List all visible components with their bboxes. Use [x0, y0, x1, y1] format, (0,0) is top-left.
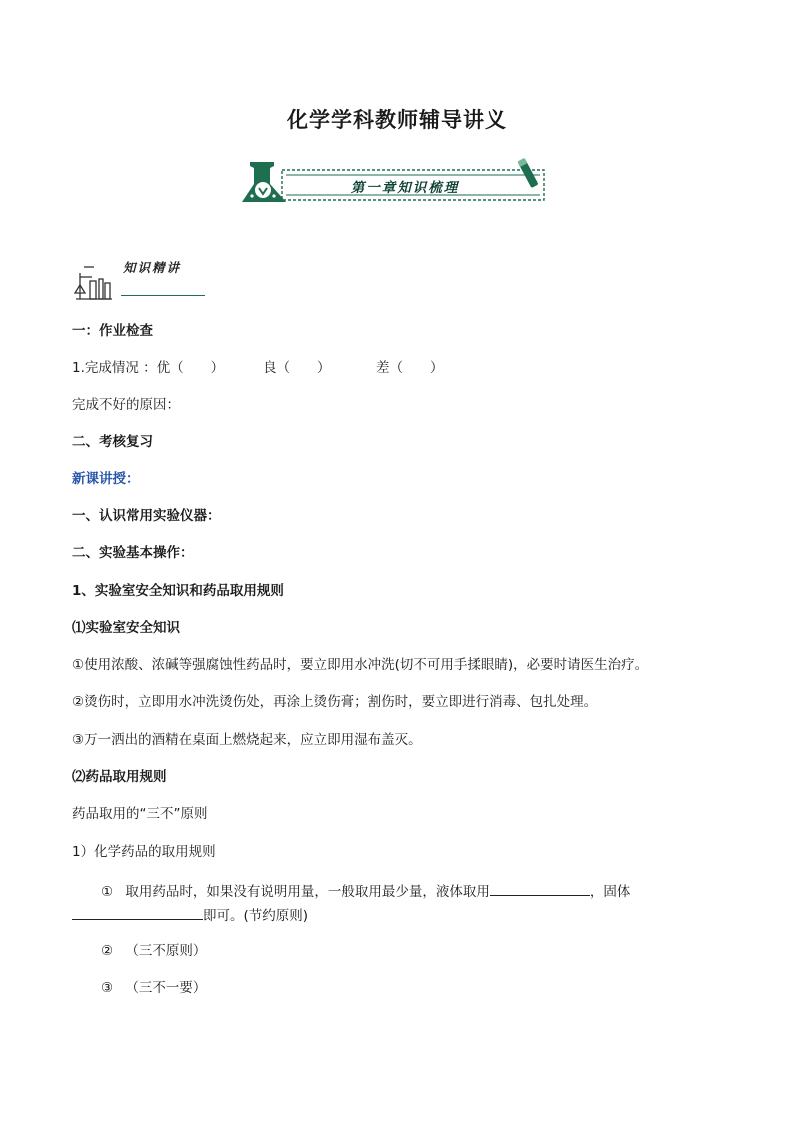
homework-heading: 一：作业检查 [72, 323, 153, 339]
safety-rules-heading: 1、实验室安全知识和药品取用规则 [72, 583, 284, 599]
safety-item: ②烫伤时，立即用水冲洗烫伤处，再涂上烫伤膏；割伤时，要立即进行消毒、包扎处理。 [72, 694, 598, 710]
safety-item: ③万一洒出的酒精在桌面上燃烧起来，应立即用湿布盖灭。 [72, 732, 422, 748]
reagent-subheading: ⑵药品取用规则 [72, 769, 167, 785]
completion-row [72, 359, 224, 377]
three-no-principle: 药品取用的“三不”原则 [72, 806, 208, 822]
rule1-text-c: 即可。(节约原则) [203, 908, 309, 924]
rule1-text-b: ，固体 [589, 884, 631, 900]
instruments-heading: 一、认识常用实验仪器： [72, 508, 221, 524]
reason-label: 完成不好的原因： [72, 397, 180, 413]
page-title: 化学学科教师辅导讲义 [287, 107, 507, 132]
rule2-text: （三不原则） [125, 943, 207, 959]
rule3-text: （三不一要） [125, 980, 207, 996]
liquid-amount-blank [490, 881, 590, 896]
rule1-line1 [101, 881, 630, 901]
option-good: 良（ ） [263, 360, 331, 376]
safety-subheading: ⑴实验室安全知识 [72, 620, 180, 636]
rule3 [101, 979, 206, 997]
safety-item: ①使用浓酸、浓碱等强腐蚀性药品时，要立即用水冲洗(切不可用手揉眼睛)，必要时请医生治疗。 [72, 657, 649, 673]
rule2 [101, 942, 206, 960]
operations-heading: 二、实验基本操作： [72, 545, 194, 561]
banner-title: 第一章知识梳理 [350, 180, 460, 196]
rule1-marker: ① [101, 884, 114, 900]
solid-amount-blank [72, 905, 203, 920]
review-heading: 二、考核复习 [72, 434, 153, 450]
option-excellent: 优（ ） [156, 360, 225, 376]
section-underline [121, 295, 205, 296]
section-label: 知识精讲 [123, 260, 182, 275]
new-lesson-heading: 新课讲授： [72, 471, 140, 487]
rule2-marker: ② [101, 943, 114, 959]
rule1-text-a: 取用药品时，如果没有说明用量，一般取用最少量，液体取用 [125, 884, 490, 900]
chem-rules-heading: 1）化学药品的取用规则 [72, 844, 216, 860]
rule3-marker: ③ [101, 980, 114, 996]
lab-apparatus-icon [72, 263, 114, 303]
rule1-line2 [72, 905, 308, 925]
completion-label: 1.完成情况 ： [72, 360, 157, 376]
option-poor: 差（ ） [376, 360, 444, 376]
